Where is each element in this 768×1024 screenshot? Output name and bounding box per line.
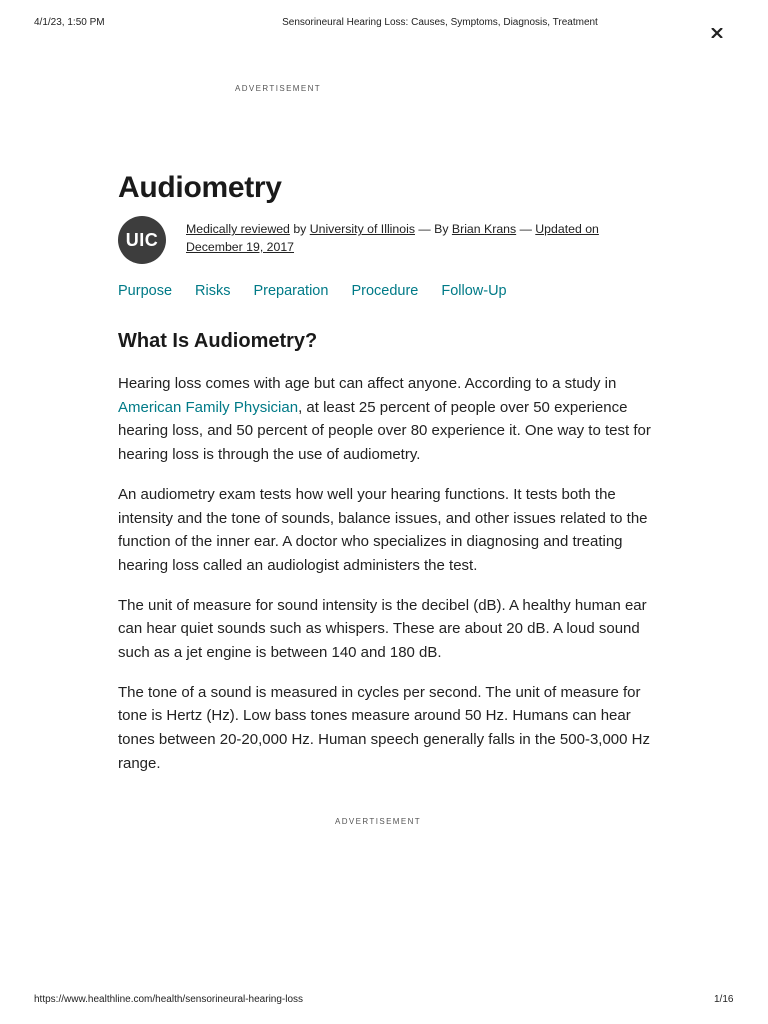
print-title: Sensorineural Hearing Loss: Causes, Symptoms, Diagnosis, Treatment: [282, 17, 598, 28]
byline-dash-by: — By: [418, 222, 449, 236]
toc-preparation[interactable]: Preparation: [253, 283, 329, 299]
byline: [186, 220, 656, 256]
advertisement-label: ADVERTISEMENT: [335, 817, 422, 826]
byline-by: by: [293, 222, 307, 236]
american-family-physician-link[interactable]: American Family Physician: [118, 398, 299, 416]
page-number: 1/16: [714, 994, 734, 1005]
section-heading: What Is Audiometry?: [118, 330, 318, 352]
avatar[interactable]: UIC: [118, 216, 166, 264]
close-icon[interactable]: [710, 28, 724, 38]
paragraph-4: The tone of a sound is measured in cycles per second. The unit of measure for tone is Hertz (Hz). Low bass tones measure around 50 Hz. Humans can hear tones between 20-20,000 Hz. Human speech generally falls in the 500-3,000 Hz range.: [118, 683, 650, 772]
paragraph-1-start: Hearing loss comes with age but can affect anyone. According to a study in: [118, 375, 617, 392]
toc-procedure[interactable]: Procedure: [351, 283, 419, 299]
table-of-contents: [118, 283, 653, 307]
page-url: https://www.healthline.com/health/sensorineural-hearing-loss: [34, 994, 304, 1005]
paragraph-3: The unit of measure for sound intensity is the decibel (dB). A healthy human ear can hear quiet sounds such as whispers. These are about 20 dB. A loud sound such as a jet engine is between 140 and 180 dB.: [118, 596, 647, 662]
print-header: [0, 17, 768, 31]
toc-purpose[interactable]: Purpose: [118, 283, 173, 299]
paragraph-2: An audiometry exam tests how well your hearing functions. It tests both the intensity and the tone of sounds, balance issues, and other issues related to the function of the inner ear. A doctor who specializes in diagnosing and treating hearing loss called an audiologist administers the test.: [118, 485, 648, 574]
updated-date-link[interactable]: Updated on December 19, 2017: [186, 222, 599, 254]
byline-row: [118, 216, 653, 266]
advertisement-label: ADVERTISEMENT: [235, 84, 322, 93]
toc-risks[interactable]: Risks: [195, 283, 231, 299]
author-link[interactable]: Brian Krans: [451, 222, 517, 236]
medically-reviewed-link[interactable]: Medically reviewed: [186, 222, 290, 236]
byline-dash: —: [519, 222, 532, 236]
print-date: 4/1/23, 1:50 PM: [34, 17, 105, 28]
toc-follow-up[interactable]: Follow-Up: [441, 283, 507, 299]
article: [118, 168, 653, 776]
paragraph-1-end: , at least 25 percent of people over 50 experience hearing loss, and 50 percent of people over 80 experience it. One way to test for hearing loss is through the use of audiometry.: [118, 398, 651, 464]
page-title: Audiometry: [118, 171, 282, 204]
paragraph-1: [118, 372, 653, 467]
reviewer-link[interactable]: University of Illinois: [309, 222, 415, 236]
